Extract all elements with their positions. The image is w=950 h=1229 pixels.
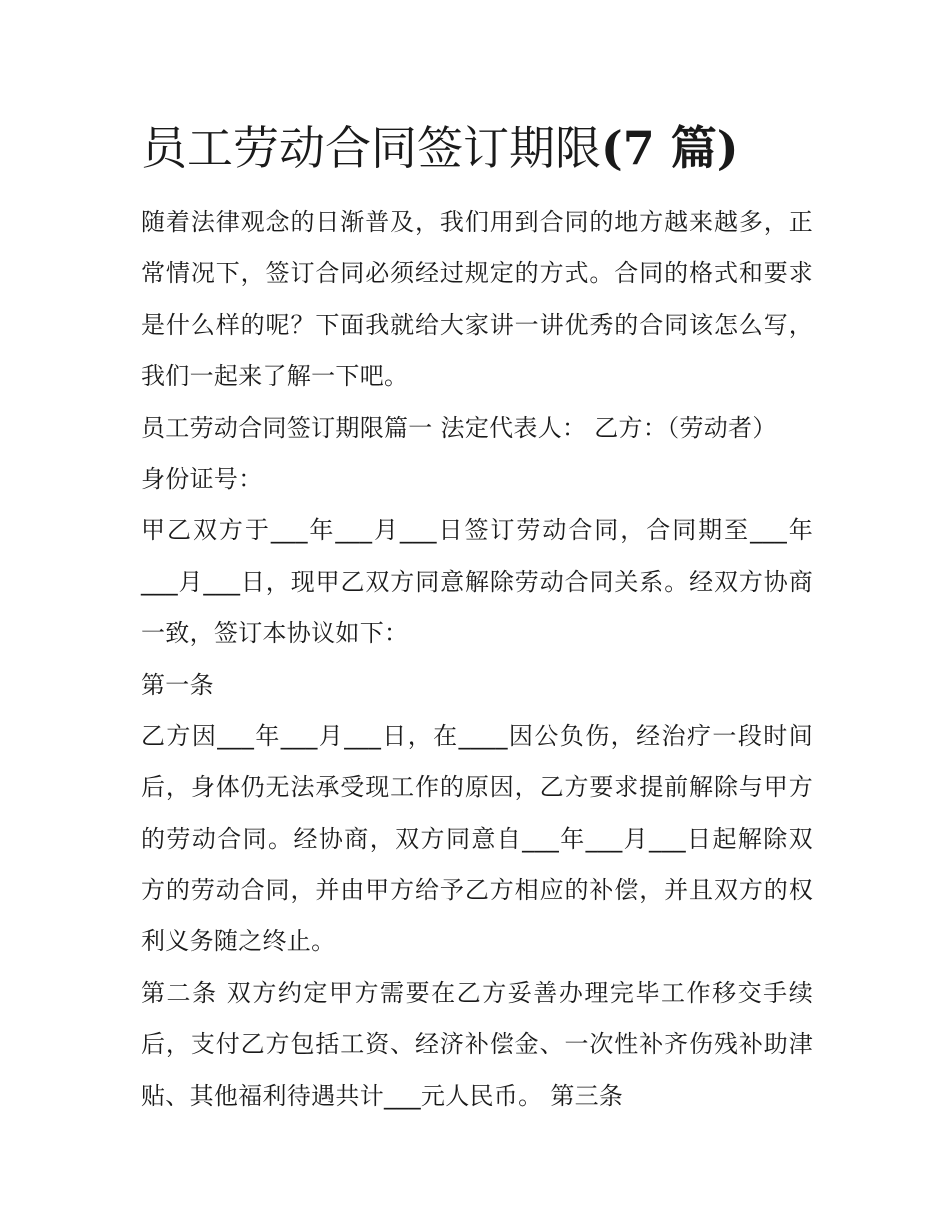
- body-line: 一致，签订本协议如下：: [141, 619, 409, 648]
- body-line: 随着法律观念的日渐普及，我们用到合同的地方越来越多，正: [141, 208, 813, 236]
- section-heading: 第一条: [141, 670, 214, 699]
- document-body: [141, 197, 813, 1122]
- body-line: ___月___日，现甲乙双方同意解除劳动合同关系。经双方协商: [141, 567, 813, 596]
- body-line: 方的劳动合同，并由甲方给予乙方相应的补偿，并且双方的权: [141, 876, 813, 905]
- body-line: 员工劳动合同签订期限篇一 法定代表人： 乙方：（劳动者）: [141, 413, 777, 442]
- document-title: [141, 118, 821, 178]
- body-line: 后，支付乙方包括工资、经济补偿金、一次性补齐伤残补助津: [141, 1030, 813, 1059]
- body-line: 是什么样的呢？下面我就给大家讲一讲优秀的合同该怎么写，: [141, 310, 813, 339]
- body-line: 后，身体仍无法承受现工作的原因，乙方要求提前解除与甲方: [141, 773, 813, 802]
- body-line: 的劳动合同。经协商，双方同意自___年___月___日起解除双: [141, 824, 813, 853]
- body-line: 身份证号：: [141, 464, 263, 493]
- body-line: 常情况下，签订合同必须经过规定的方式。合同的格式和要求: [141, 259, 813, 288]
- title-count: (7 篇): [601, 121, 739, 175]
- body-line: 第二条 双方约定甲方需要在乙方妥善办理完毕工作移交手续: [141, 978, 813, 1007]
- title-text: 员工劳动合同签订期限: [141, 121, 601, 175]
- body-line: 乙方因___年___月___日，在____因公负伤，经治疗一段时间: [141, 721, 813, 750]
- body-line: 利义务随之终止。: [141, 927, 336, 956]
- body-line: 甲乙双方于___年___月___日签订劳动合同，合同期至___年: [141, 516, 813, 545]
- body-line: 我们一起来了解一下吧。: [141, 362, 409, 391]
- body-line: 贴、其他福利待遇共计___元人民币。 第三条: [141, 1081, 624, 1110]
